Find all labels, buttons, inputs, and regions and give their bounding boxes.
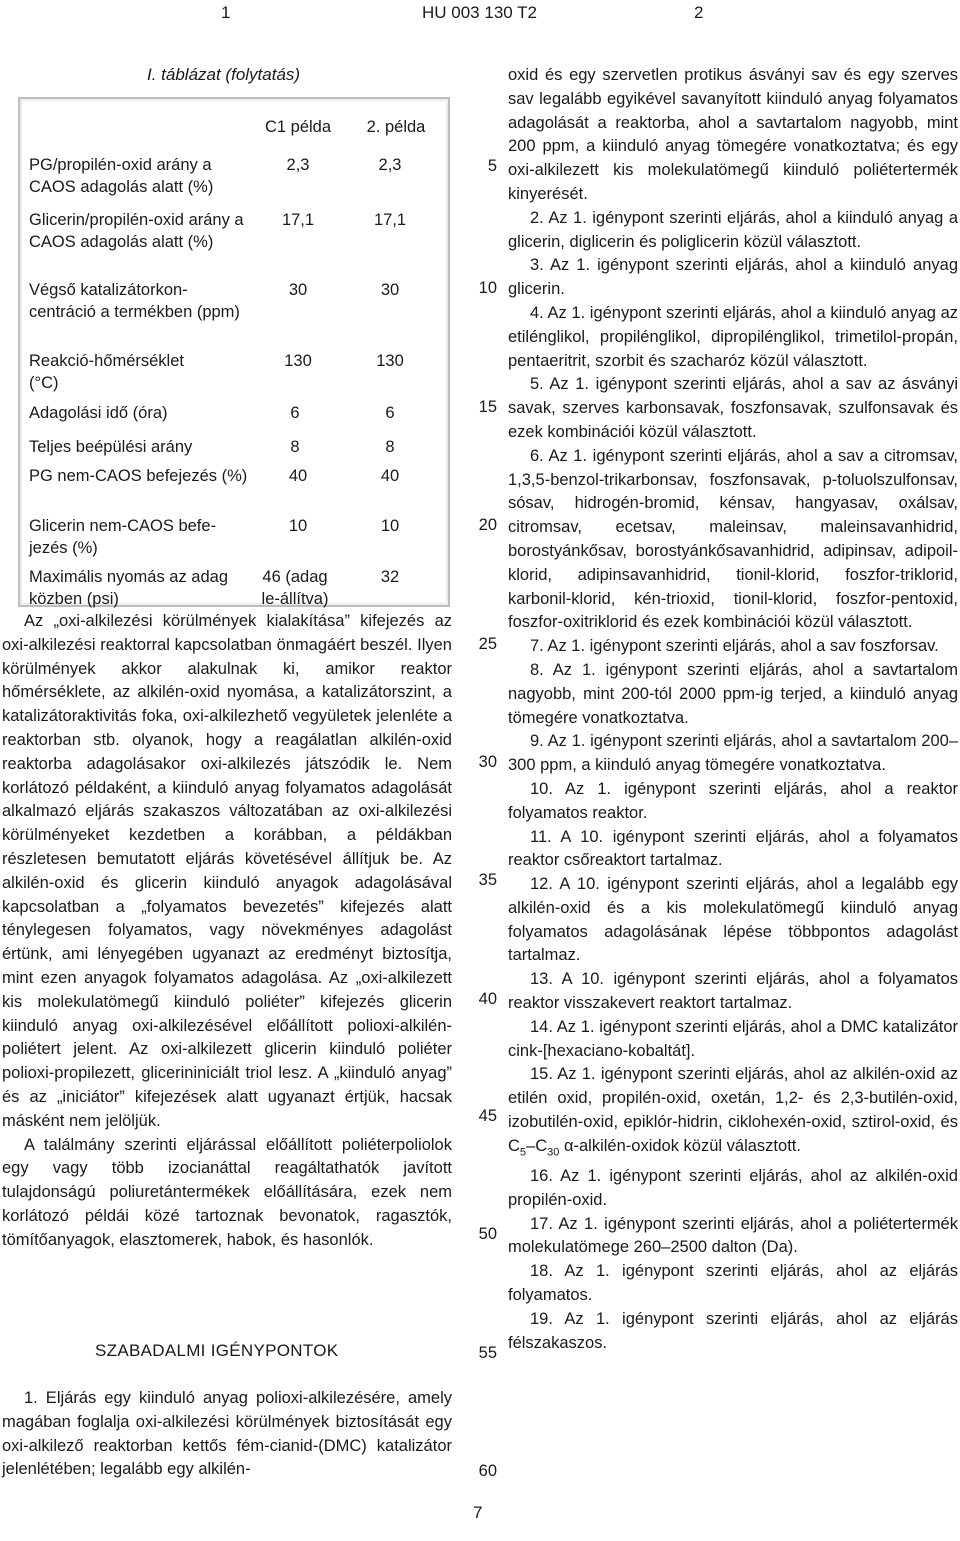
cell-c1: 2,3	[286, 156, 310, 174]
row-label: Teljes beépülési arány	[29, 438, 193, 456]
line-number: 5	[487, 157, 497, 175]
claim-7: 7. Az 1. igénypont szerinti eljárás, ahol a sav foszforsav.	[530, 637, 939, 656]
claim-8: 8. Az 1. igénypont szerinti eljárás, ahol a savtartalom nagyobb, mint 200-tól 2000 ppm-ig terjed, a kiinduló anyag tömegére vonatkoztatva.	[508, 660, 958, 727]
cell-c1: 40	[288, 467, 308, 485]
line-number: 45	[478, 1107, 497, 1125]
claim-1	[2, 1387, 452, 1482]
column-header-example-2: 2. példa	[366, 118, 426, 136]
claims-heading: SZABADALMI IGÉNYPONTOK	[95, 1341, 339, 1360]
cell-c1: 46 (adag le-állítva)	[261, 568, 329, 608]
row-label: Adagolási idő (óra)	[29, 404, 168, 422]
cell-example-2: 32	[380, 568, 400, 586]
row-label: PG nem-CAOS befejezés (%)	[29, 467, 248, 485]
cell-example-2: 130	[376, 352, 404, 370]
row-label: PG/propilén-oxid arány a CAOS adagolás alatt (%)	[29, 156, 214, 196]
cell-example-2: 30	[380, 281, 400, 299]
claim-15-subscript-2: 30	[547, 1146, 560, 1159]
claim-14: 14. Az 1. igénypont szerinti eljárás, ahol a DMC katalizátor cink-[hexaciano-kobaltát].	[508, 1017, 958, 1060]
line-number: 25	[478, 635, 497, 653]
line-number: 55	[478, 1344, 497, 1362]
cell-example-2: 6	[385, 404, 395, 422]
claim-3: 3. Az 1. igénypont szerinti eljárás, ahol a kiinduló anyag glicerin.	[508, 256, 958, 299]
cell-example-2: 8	[385, 438, 395, 456]
line-number: 20	[478, 516, 497, 534]
cell-c1: 30	[288, 281, 308, 299]
paragraph: Az „oxi-alkilezési körülmények kialakítása” kifejezés az oxi-alkilezési reaktorral kapcsolatban önmagáért beszél. Ilyen körülmények akkor alakulnak ki, amikor reaktor hőmérséklete, az alkilén-oxid nyomása, a katalizátorszint, a katalizátoraktivitás foka, oxi-alkilezhető vegyületek jelenléte a reaktorban stb. olyanok, hogy a reagálatlan alkilén-oxid reaktorba adagolásakor oxi-alkilezés játszódik le. Nem korlátozó példaként, a kiinduló anyag folyamatos adagolását alkalmazó eljárás szakaszos változatában az oxi-alkilezési körülményeket kezdetben a korábban, a példákban részletesen bemutatott eljárás követésével állítjuk be. Az alkilén-oxid és glicerin kiinduló anyagok adagolásával kapcsolatban a „folyamatos bevezetés” kifejezés alatt ténylegesen folyamatos, vagy növekményes adagolást értünk, ami lényegében ugyanazt az eredményt biztosítja, mint ezen anyagok folyamatos adagolása. Az „oxi-alkilezett kis molekulatömegű kiinduló poliéter” kifejezés glicerin kiinduló anyag oxi-alkilezésével előállított polioxi-alkilén-poliétert jelent. Az oxi-alkilezett glicerin kiinduló poliéter polioxi-propilezett, glicerininiciált triol lesz. A „kiinduló anyag” és az „iniciátor” kifejezések alatt ugyanazt értjük, hacsak másként nem jelöljük.	[2, 612, 452, 1130]
claim-15-dash: –C	[526, 1136, 548, 1155]
claim-12: 12. A 10. igénypont szerinti eljárás, ahol a legalább egy alkilén-oxid és a kis molekulatömegű kiinduló anyag folyamatos adagolásának lépése többpontos adagolást tartalmaz.	[508, 875, 958, 965]
line-number: 30	[478, 753, 497, 771]
claim-2: 2. Az 1. igénypont szerinti eljárás, ahol a kiinduló anyag a glicerin, diglicerin és poliglicerin közül választott.	[508, 208, 958, 251]
claim-18: 18. Az 1. igénypont szerinti eljárás, ahol az eljárás folyamatos.	[508, 1262, 958, 1304]
right-column-text	[508, 64, 958, 1355]
data-table	[18, 97, 450, 607]
cell-example-2: 17,1	[373, 211, 407, 229]
cell-example-2: 40	[380, 467, 400, 485]
page-header	[0, 0, 960, 40]
table-caption: I. táblázat (folytatás)	[147, 65, 301, 84]
claim-15	[508, 1063, 958, 1164]
column-header-c1: C1 példa	[264, 118, 332, 136]
claim-13: 13. A 10. igénypont szerinti eljárás, ahol a folyamatos reaktor visszakevert reaktort tartalmaz.	[508, 970, 958, 1013]
claim-16: 16. Az 1. igénypont szerinti eljárás, ahol az alkilén-oxid propilén-oxid.	[508, 1166, 958, 1209]
row-label: Végső katalizátorkon-centráció a termékben (ppm)	[29, 281, 240, 321]
left-column-text	[2, 610, 452, 1253]
claim-15-subscript-1: 5	[519, 1146, 527, 1159]
row-label: Reakció-hőmérséklet (°C)	[29, 352, 184, 392]
line-number: 35	[478, 871, 497, 889]
line-number: 60	[478, 1462, 497, 1480]
claim-17: 17. Az 1. igénypont szerinti eljárás, ahol a poliétertermék molekulatömege 260–2500 dalton (Da).	[508, 1214, 958, 1257]
paragraph: oxid és egy szervetlen protikus ásványi sav és egy szerves sav legalább egyikével savanyított kiinduló anyag folyamatos adagolását a reaktorba, ahol a savtartalom nagyobb, mint 200 ppm, a kiinduló anyag tömegére vonatkoztatva; és egy oxi-alkilezett kis molekulatömegű kiinduló poliétertermék kinyerését.	[508, 66, 958, 203]
row-label: Maximális nyomás az adag közben (psi)	[29, 568, 228, 608]
paragraph: A találmány szerinti eljárással előállított poliéterpoliolok egy vagy több izocianáttal reagáltathatók javított tulajdonságú poliuretántermékek előállítására, ezek nem korlátozó példái közé tartoznak bevonatok, ragasztók, tömítőanyagok, elasztomerek, habok, és hasonlók.	[2, 1135, 452, 1249]
claim-9: 9. Az 1. igénypont szerinti eljárás, ahol a savtartalom 200–300 ppm, a kiinduló anyag tömegére vonatkoztatva.	[508, 732, 958, 775]
paragraph: 1. Eljárás egy kiinduló anyag polioxi-alkilezésére, amely magában foglalja oxi-alkilezési körülmények biztosítását egy oxi-alkilező reaktorban kettős fém-cianid-(DMC) katalizátor jelenlétében; legalább egy alkilén-	[2, 1389, 452, 1479]
cell-c1: 17,1	[281, 211, 315, 229]
row-label: Glicerin nem-CAOS befe-jezés (%)	[29, 517, 217, 557]
claim-10: 10. Az 1. igénypont szerinti eljárás, ahol a reaktor folyamatos reaktor.	[508, 779, 958, 822]
cell-c1: 8	[290, 438, 300, 456]
claim-15-text: 15. Az 1. igénypont szerinti eljárás, ahol az alkilén-oxid az etilén oxid, propilén-oxid, oxetán, 1,2- és 2,3-butilén-oxid, izobutilén-oxid, epiklór-hidrin, ciklohexén-oxid, sztirol-oxid, és C	[508, 1065, 958, 1155]
claim-4: 4. Az 1. igénypont szerinti eljárás, ahol a kiinduló anyag az etilénglikol, propilénglikol, dipropilénglikol, trimetilol-propán, pentaeritrit, szorbit és szacharóz közül választott.	[508, 303, 958, 370]
claim-11: 11. A 10. igénypont szerinti eljárás, ahol a folyamatos reaktor csőreaktort tartalmaz.	[508, 827, 958, 870]
cell-example-2: 10	[380, 517, 400, 535]
line-number: 50	[478, 1225, 497, 1243]
cell-c1: 10	[288, 517, 308, 535]
claim-19: 19. Az 1. igénypont szerinti eljárás, ahol az eljárás félszakaszos.	[508, 1309, 958, 1352]
line-number: 15	[478, 398, 497, 416]
header-right-column-number: 2	[694, 3, 704, 22]
cell-c1: 130	[284, 352, 312, 370]
claim-15-text-end: α-alkilén-oxidok közül választott.	[559, 1136, 801, 1155]
header-patent-number: HU 003 130 T2	[422, 3, 537, 22]
claim-6: 6. Az 1. igénypont szerinti eljárás, ahol a sav a citromsav, 1,3,5-benzol-trikarbonsav, foszfonsavak, p-toluolszulfonsav, sósav, hidrogén-bromid, kénsav, hangyasav, oxálsav, citromsav, ecetsav, maleinsav, maleinsavanhidrid, borostyánkősav, borostyánkősavanhidrid, adipinsav, adipoil-klorid, adipinsavanhidrid, tionil-klorid, foszfor-triklorid, karbonil-klorid, kén-trioxid, tionil-klorid, foszfor-pentoxid, foszfor-oxitriklorid és ezek kombinációi közül választott.	[508, 446, 958, 632]
cell-example-2: 2,3	[378, 156, 402, 174]
claim-5: 5. Az 1. igénypont szerinti eljárás, ahol a sav az ásványi savak, szerves karbonsavak, foszfonsavak, szulfonsavak és ezek kombinációi közül választott.	[508, 375, 958, 441]
header-left-column-number: 1	[221, 3, 231, 22]
line-number: 40	[478, 990, 497, 1008]
cell-c1: 6	[290, 404, 300, 422]
page-number: 7	[473, 1503, 483, 1522]
row-label: Glicerin/propilén-oxid arány a CAOS adagolás alatt (%)	[29, 211, 244, 251]
line-number: 10	[478, 279, 497, 297]
